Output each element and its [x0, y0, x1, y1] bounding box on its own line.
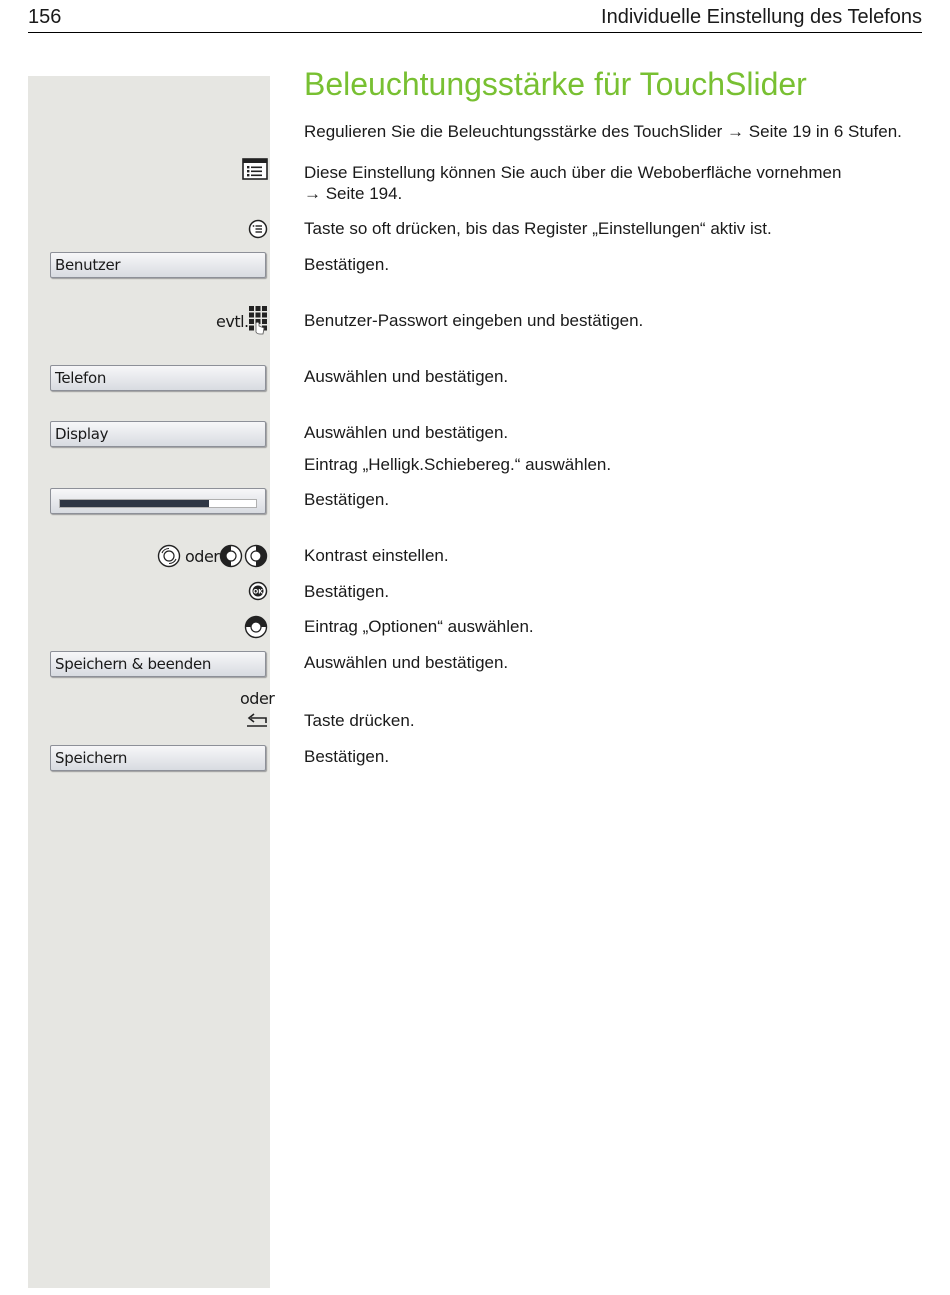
- step-select-display: Auswählen und bestätigen.: [304, 423, 509, 442]
- evtl-label: evtl.: [216, 312, 249, 331]
- web-interface-icon: [242, 158, 268, 180]
- keypad-icon: [248, 305, 268, 335]
- step-tab: Taste so oft drücken, bis das Register „Einstellungen“ aktiv ist.: [304, 219, 772, 238]
- menu-key-icon: [248, 219, 268, 239]
- step-confirm-slider: Bestätigen.: [304, 490, 390, 509]
- ok-key-icon: [248, 581, 268, 601]
- step-confirm-save: Bestätigen.: [304, 747, 390, 766]
- step-options: Eintrag „Optionen“ auswählen.: [304, 617, 534, 636]
- step-confirm-ok: Bestätigen.: [304, 582, 390, 601]
- oder-label-2: oder: [240, 689, 275, 708]
- display-button[interactable]: Display: [50, 421, 266, 447]
- step-save-quit: Auswählen und bestätigen.: [304, 653, 509, 672]
- step-confirm-user: Bestätigen.: [304, 255, 390, 274]
- slider-track: [59, 499, 257, 508]
- running-title: Individuelle Einstellung des Telefons: [601, 6, 922, 28]
- step-back-key: Taste drücken.: [304, 711, 415, 730]
- step-entry-brightness: Eintrag „Helligk.Schiebereg.“ auswählen.: [304, 455, 612, 474]
- step-contrast: Kontrast einstellen.: [304, 546, 449, 565]
- benutzer-button[interactable]: Benutzer: [50, 252, 266, 278]
- speichern-button[interactable]: Speichern: [50, 745, 266, 771]
- step-select-phone: Auswählen und bestätigen.: [304, 367, 509, 386]
- page-title: Beleuchtungsstärke für TouchSlider: [304, 66, 807, 102]
- navigator-left-icon: [219, 544, 243, 568]
- intro-text: Regulieren Sie die Beleuchtungsstärke des TouchSlider → Seite 19 in 6 Stufen.: [304, 122, 902, 141]
- svg-text:OK: OK: [253, 588, 263, 596]
- step-password: Benutzer-Passwort eingeben und bestätigen.: [304, 311, 644, 330]
- page-number: 156: [28, 6, 62, 28]
- navigator-right-icon: [244, 544, 268, 568]
- web-hint-line2: → Seite 194.: [304, 184, 403, 203]
- navigator-down-icon: [244, 615, 268, 639]
- oder-label-1: oder: [185, 547, 220, 566]
- telefon-button[interactable]: Telefon: [50, 365, 266, 391]
- slider-fill: [60, 500, 209, 507]
- page-header: [28, 6, 922, 33]
- brightness-slider[interactable]: [50, 488, 266, 514]
- speichern-beenden-button[interactable]: Speichern & beenden: [50, 651, 266, 677]
- web-hint-line1: Diese Einstellung können Sie auch über die Weboberfläche vornehmen: [304, 163, 842, 182]
- back-key-icon: [246, 710, 268, 728]
- navigator-ring-icon: [157, 544, 181, 568]
